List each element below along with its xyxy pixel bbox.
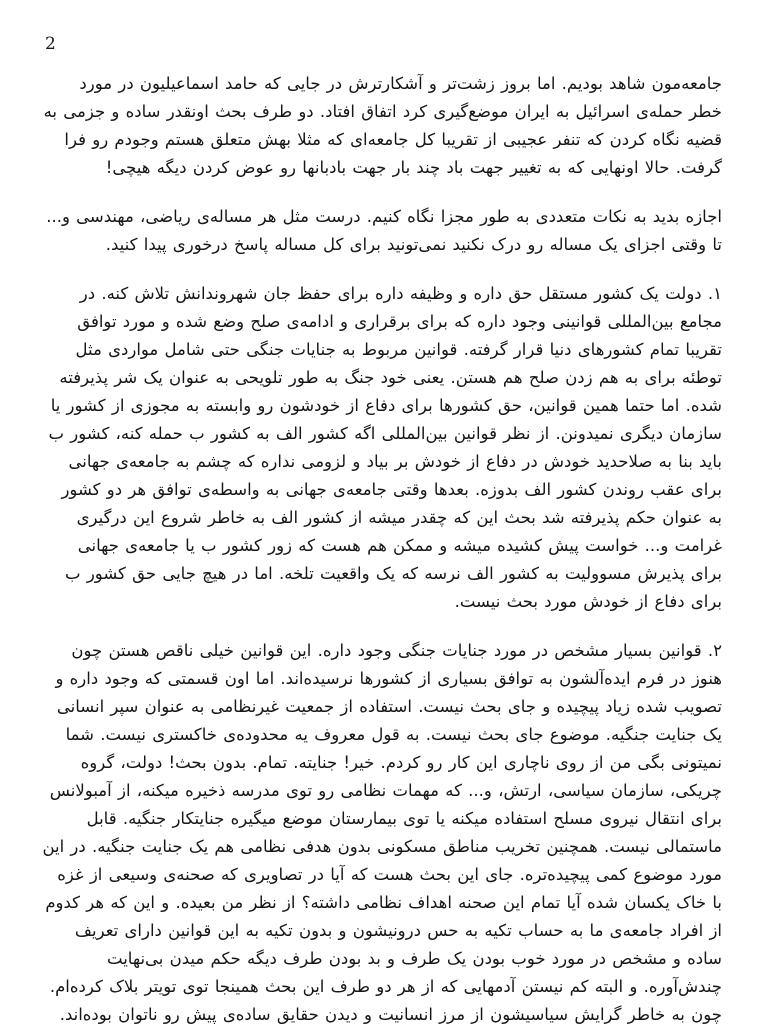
page-number: 2 xyxy=(45,34,56,54)
paragraph-point-1: ۱. دولت یک کشور مستقل حق داره و وظیفه داره برای حفظ جان شهروندانش تلاش کنه. در مجامع بین‌المللی قوانینی وجود داره که برای برقراری و ادامه‌ی صلح وضع شده و مورد توافق تقریبا تمام کشورهای دنیا قرار گرفته. قوانین مربوط به جنایات جنگی حتی شامل مواردی مثل توطئه برای به هم زدن صلح هم هستن. یعنی خود جنگ به طور تلویحی به عنوان یک شر پذیرفته شده. اما حتما همین قوانین، حق کشورها برای دفاع از خودشون رو وابسته به مجوزی از کشور یا سازمان دیگری نمیدونن. از نظر قوانین بین‌المللی اگه کشور الف به کشور ب حمله کنه، کشور ب باید بنا به صلاحدید خودش در دفاع از خودش بر بیاد و لزومی نداره که چشم به جامعه‌ی جهانی برای عقب روندن کشور الف بدوزه. بعدها وقتی جامعه‌ی جهانی به واسطه‌ی توافق هر دو کشور به عنوان حکم پذیرفته شد بحث این که چقدر میشه از کشور الف به خاطر شروع این درگیری غرامت و... خواست پیش کشیده میشه و ممکن هم هست که زور کشور ب یا جامعه‌ی جهانی برای پذیرش مسوولیت به کشور الف نرسه که یک واقعیت تلخه. اما در هیچ جایی حق کشور ب برای دفاع از خودش مورد بحث نیست. xyxy=(48,284,722,611)
paragraph-transition: اجازه بدید به نکات متعددی به طور مجزا نگاه کنیم. درست مثل هر مساله‌ی ریاضی، مهندسی و... تا وقتی اجزای یک مساله رو درک نکنید نمی‌تونید برای کل مساله پاسخ درخوری پیدا کنید. xyxy=(46,207,722,254)
paragraph-intro: جامعه‌مون شاهد بودیم. اما بروز زشت‌تر و آشکارترش در جایی که حامد اسماعیلیون در مورد خطر حمله‌ی اسرائیل به ایران موضع‌گیری کرد اتفاق افتاد. دو طرف بحث اونقدر ساده و جزمی به قضیه نگاه کردن که تنفر عجیبی از تقریبا کل جامعه‌ای که مثلا بهش متعلق هستم وجودم رو فرا گرفت. حالا اونهایی که به تغییر جهت باد چند بار جهت بادبانها رو عوض کردن دیگه هیچی! xyxy=(43,74,722,177)
page-content xyxy=(42,70,722,1029)
paragraph-point-2: ۲. قوانین بسیار مشخص در مورد جنایات جنگی وجود داره. این قوانین خیلی ناقص هستن چون هنوز در فرم ایده‌آلشون به توافق بسیاری از کشورها نرسیده‌اند. اما اون قسمتی که وجود داره و تصویب شده زیاد پیچیده و جای بحث نیست. استفاده از جمعیت غیرنظامی به عنوان سپر انسانی یک جنایت جنگیه. موضوع جای بحث نیست. به قول معروف یه محدوده‌ی خاکستری نیست. شما نمیتونی بگی من از روی ناچاری این کار رو کردم. خیر! جنایته. تمام. بدون بحث! دولت، گروه چریکی، سازمان سیاسی، ارتش، و... که مهمات نظامی رو توی مدرسه ذخیره میکنه، از آمبولانس برای انتقال نیروی مسلح استفاده میکنه یا توی بیمارستان موضع میگیره جنایتکار جنگیه. قابل ماستمالی نیست. همچنین تخریب مناطق مسکونی بدون هدفی نظامی هم یک جنایت جنگیه. در این مورد موضوع کمی پیچیده‌تره. جای این بحث هست که آیا در تصاویری که صحنه‌ی وسیعی از غزه با خاک یکسان شده آیا تمام این صحنه اهداف نظامی داشته؟ از نظر من بعیده. و این که هر کدوم از افراد جامعه‌ی ما به حساب تکیه به حس درونیشون و بدون تکیه به این قوانین دارای تعریف ساده و مشخص در مورد خوب بودن یک طرف و بد بودن طرف دیگه حکم میدن بی‌نهایت چندش‌آوره. و البته کم نیستن آدمهایی که از هر دو طرف این بحث همینجا توی تویتر بلاک کرده‌ام. چون به خاطر گرایش سیاسیشون از مرز انسانیت و دیدن حقایق ساده‌ی پیش رو ناتوان بوده‌اند. xyxy=(42,641,722,1024)
